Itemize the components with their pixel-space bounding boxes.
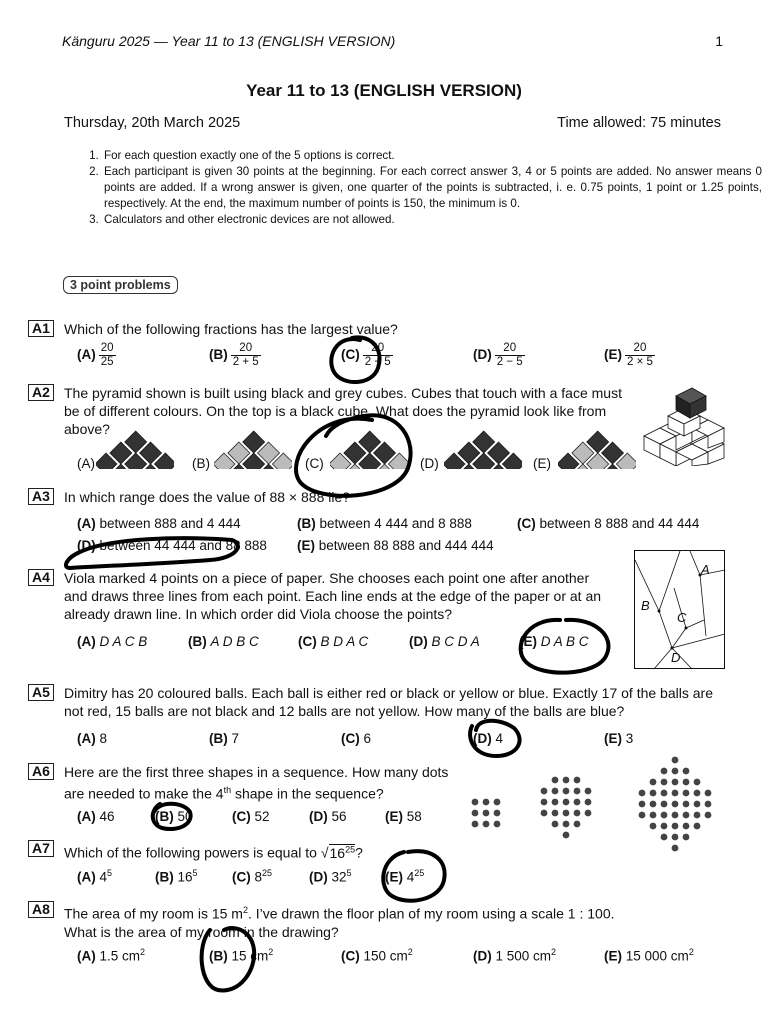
option-c[interactable] [341,947,413,964]
exponent: 25 [414,868,425,878]
dot [639,812,646,819]
option-text: D A B C [540,634,589,649]
dot [585,788,592,795]
option-text: 3 [625,731,634,746]
base: 4 [406,869,415,885]
time-allowed: Time allowed: 75 minutes [557,115,721,131]
dot [552,821,559,828]
option-label: (A) [77,347,96,363]
dot [694,812,701,819]
dot [661,801,668,808]
numerator: 20 [100,342,114,354]
dot [494,799,501,806]
question-text [64,901,724,941]
option-label: (B) [155,809,174,824]
option-text: 46 [99,809,115,824]
dot [494,810,501,817]
option-c-figure [330,425,408,469]
numerator: 20 [231,342,261,356]
option-b[interactable]: (B) [192,456,210,471]
option-b[interactable] [209,342,261,369]
option-text: D A C B [99,634,148,649]
dot [483,810,490,817]
option-a[interactable] [77,947,145,964]
dot [683,801,690,808]
denominator: 2 × 5 [627,356,653,368]
fraction [231,342,261,369]
dot [661,790,668,797]
dot [483,821,490,828]
question-text [64,840,724,862]
point-label: B [641,598,650,613]
option-e[interactable] [604,731,633,746]
option-a[interactable] [77,342,116,369]
option-b[interactable] [155,868,198,885]
option-text: 1.5 cm [99,948,141,964]
question-number: A6 [28,763,54,780]
option-a[interactable]: (A) [77,456,95,471]
option-a[interactable] [77,868,112,885]
numerator: 20 [363,342,393,356]
option-label: (C) [341,948,360,964]
question-text: Dimitry has 20 coloured balls. Each ball is either red or black or yellow or blue. Exactly 17 of the balls are not red, 15 balls are not black and 12 balls are not yellow. How many of the balls are blue? [64,685,713,719]
dot [694,801,701,808]
option-label: (E) [519,634,537,649]
option-text: between 8 888 and 44 444 [539,516,700,531]
option-text: 1 500 cm [495,948,552,964]
option-label: (E) [604,948,622,964]
option-text: A D B C [210,634,259,649]
dot [661,823,668,830]
dot [494,821,501,828]
option-label: (D) [309,809,328,824]
question-number: A5 [28,684,54,701]
dot [661,779,668,786]
dot [639,801,646,808]
option-text: B D A C [320,634,369,649]
dot [683,823,690,830]
option-d[interactable] [309,809,347,824]
option-b[interactable] [209,947,273,964]
exponent: 2 [268,947,274,957]
dot [541,788,548,795]
question-number: A1 [28,320,54,337]
dot [574,799,581,806]
dot [694,790,701,797]
option-text: 6 [363,731,372,746]
option-label: (D) [473,731,492,746]
option-label: (D) [409,634,428,649]
option-d[interactable] [473,342,525,369]
option-text: 8 [99,731,108,746]
exponent: 2 [407,947,413,957]
rule-item: 3. Calculators and other electronic devices are not allowed. [102,212,762,228]
option-a[interactable] [77,516,241,531]
running-header: Känguru 2025 — Year 11 to 13 (ENGLISH VERSION) [62,33,396,49]
text-part: shape in the sequence? [231,785,384,802]
option-text: between 88 888 and 444 444 [318,538,494,553]
option-label: (D) [473,347,492,363]
question-text: In which range does the value of 88 × 888 lie? [64,489,351,505]
dot [672,768,679,775]
category-label: 3 point problems [63,276,178,294]
option-label: (C) [232,869,251,885]
option-a[interactable] [77,731,107,746]
option-label: (C) [298,634,317,649]
question-text: Viola marked 4 points on a piece of paper. She chooses each point one after another and draws three lines from each point. Each line ends at the edge of the paper or at an already drawn line. In which order did Viola choose the points? [64,570,602,622]
superscript: th [223,785,232,795]
dot [541,810,548,817]
option-label: (B) [155,869,174,885]
option-a[interactable] [77,634,147,649]
question-number: A8 [28,901,54,918]
exponent: 5 [346,868,352,878]
dot [650,812,657,819]
rule-item: 2. Each participant is given 30 points at the beginning. For each correct answer 3, 4 or 5 points are added. No answer means 0 points are added. If a wrong answer is given, one quarter of the points is subtracted, i. e. 0.75 points, 1 point or 1.25 points, respectively. At the end, the maximum number of points is 150, the minimum is 0. [102,164,762,212]
option-text: between 4 444 and 8 888 [319,516,472,531]
option-label: (C) [232,809,251,824]
dot [672,790,679,797]
dot [650,779,657,786]
option-e[interactable] [604,342,655,369]
option-c[interactable]: (C) [305,456,324,471]
square-root [321,840,355,862]
point-label: A [701,562,710,577]
option-label: (B) [297,516,316,531]
question-number: A3 [28,488,54,505]
dot [585,810,592,817]
option-label: (A) [77,948,96,964]
superscript: 2 [242,905,248,915]
base: 16 [177,869,193,885]
dot [541,799,548,806]
dot [563,832,570,839]
option-text: 150 cm [363,948,408,964]
option-text: between 888 and 4 444 [99,516,241,531]
numerator: 20 [495,342,525,356]
numerator: 20 [625,342,655,356]
option-label: (B) [188,634,207,649]
option-label: (C) [341,347,360,363]
dot [552,777,559,784]
dot [683,779,690,786]
dot [472,810,479,817]
option-label: (B) [209,347,228,363]
dot [574,810,581,817]
question-number: A2 [28,384,54,401]
option-c[interactable] [517,516,699,531]
option-text: 52 [254,809,270,824]
dot [563,799,570,806]
question-text: Which of the following fractions has the largest value? [64,321,398,337]
exam-date: Thursday, 20th March 2025 [64,115,241,131]
exponent: 2 [688,947,694,957]
option-label: (D) [473,948,492,964]
exponent: 25 [345,844,356,854]
option-label: (E) [297,538,315,553]
option-e[interactable] [297,538,494,553]
option-a[interactable] [77,809,115,824]
option-a-figure [96,425,174,469]
option-d[interactable] [77,538,267,553]
text-part: Here are the first three shapes in a sequence. How many dots are needed to make the 4 [64,764,449,802]
question-text: The pyramid shown is built using black and grey cubes. Cubes that touch with a face must be of different colours. On the top is a black cube. What does the pyramid look like from above? [64,385,622,437]
option-label: (E) [385,869,403,885]
option-label: (E) [604,347,622,363]
dot [552,788,559,795]
dot [661,768,668,775]
option-e[interactable] [385,809,422,824]
dot [672,823,679,830]
option-b[interactable] [188,634,259,649]
dot [672,812,679,819]
dot [639,790,646,797]
option-label: (C) [341,731,360,746]
dot [472,821,479,828]
option-text: 15 000 cm [625,948,689,964]
dot [683,812,690,819]
option-e[interactable] [604,947,694,964]
option-c[interactable] [298,634,368,649]
option-text: 15 cm [231,948,269,964]
option-e[interactable] [385,868,424,885]
text-part: The area of my room is 15 m [64,905,243,922]
option-c[interactable] [232,809,270,824]
option-label: (A) [77,869,96,885]
option-text: between 44 444 and 88 888 [99,538,267,553]
option-text: 7 [231,731,240,746]
dot [683,768,690,775]
dot [705,801,712,808]
dot [574,788,581,795]
option-label: (A) [77,731,96,746]
denominator: 2 − 5 [496,356,523,368]
exponent: 2 [551,947,557,957]
point-label: D [671,650,681,665]
pyramid-figure [640,386,732,466]
dot [483,799,490,806]
text-part: ? [355,844,363,861]
option-d[interactable] [473,731,503,746]
fraction [363,342,393,369]
fraction [625,342,655,369]
option-label: (E) [385,809,403,824]
option-b[interactable] [297,516,472,531]
dot [563,810,570,817]
option-c[interactable] [232,868,272,885]
option-b-figure [214,425,292,469]
fraction [99,342,116,369]
option-d[interactable] [309,868,352,885]
dot [672,801,679,808]
exponent: 2 [140,947,146,957]
page-title: Year 11 to 13 (ENGLISH VERSION) [246,81,522,100]
option-label: (A) [77,634,96,649]
dot [650,823,657,830]
exponent: 25 [262,868,273,878]
option-label: (C) [517,516,536,531]
dot [574,777,581,784]
option-b[interactable] [155,809,193,824]
dot [650,790,657,797]
option-label: (D) [77,538,96,553]
fraction [495,342,525,369]
option-label: (A) [77,809,96,824]
option-text: B C D A [431,634,480,649]
option-d-figure [444,425,522,469]
option-e[interactable] [519,634,589,649]
dot [672,779,679,786]
rule-item: 1. For each question exactly one of the 5 options is correct. [102,148,762,164]
dot [574,821,581,828]
option-c[interactable] [341,731,371,746]
dot [563,788,570,795]
text-part: What is the area of my room in the drawing? [64,923,339,940]
question-number: A4 [28,569,54,586]
denominator: 2 + 5 [364,356,391,368]
dot [683,790,690,797]
dot [661,812,668,819]
dot [563,821,570,828]
point-label: C [677,610,687,625]
dot [705,812,712,819]
exponent: 5 [107,868,113,878]
option-d[interactable]: (D) [420,456,439,471]
dot [650,801,657,808]
dot [552,799,559,806]
radicand: 16 [329,844,346,861]
points-lines-figure [634,550,726,670]
dot [672,757,679,764]
text-part: Which of the following powers is equal to [64,844,321,861]
dot [552,810,559,817]
option-text: 56 [331,809,347,824]
option-label: (B) [209,731,228,746]
option-b[interactable] [209,731,239,746]
option-text: 4 [495,731,504,746]
dot [694,823,701,830]
dot [472,799,479,806]
denominator: 2 + 5 [232,356,259,368]
radical-sign-icon: √ [320,844,329,861]
base: 4 [99,869,108,885]
option-e[interactable]: (E) [533,456,551,471]
option-label: (A) [77,516,96,531]
option-text: 58 [406,809,422,824]
question-text [64,763,454,803]
option-label: (E) [604,731,622,746]
dot [694,779,701,786]
option-label: (D) [309,869,328,885]
base: 8 [254,869,263,885]
denominator: 25 [100,356,114,368]
option-e-figure [558,425,636,469]
option-label: (B) [209,948,228,964]
text-part: . I’ve drawn the floor plan of my room using a scale 1 : 100. [247,905,615,922]
dot [705,790,712,797]
dot [585,799,592,806]
exponent: 5 [192,868,198,878]
option-d[interactable] [473,947,556,964]
rules-list [62,148,762,228]
option-d[interactable] [409,634,480,649]
option-c[interactable] [341,342,393,369]
option-text: 50 [177,809,193,824]
base: 32 [331,869,347,885]
dot [563,777,570,784]
question-number: A7 [28,840,54,857]
page-number: 1 [715,33,723,49]
